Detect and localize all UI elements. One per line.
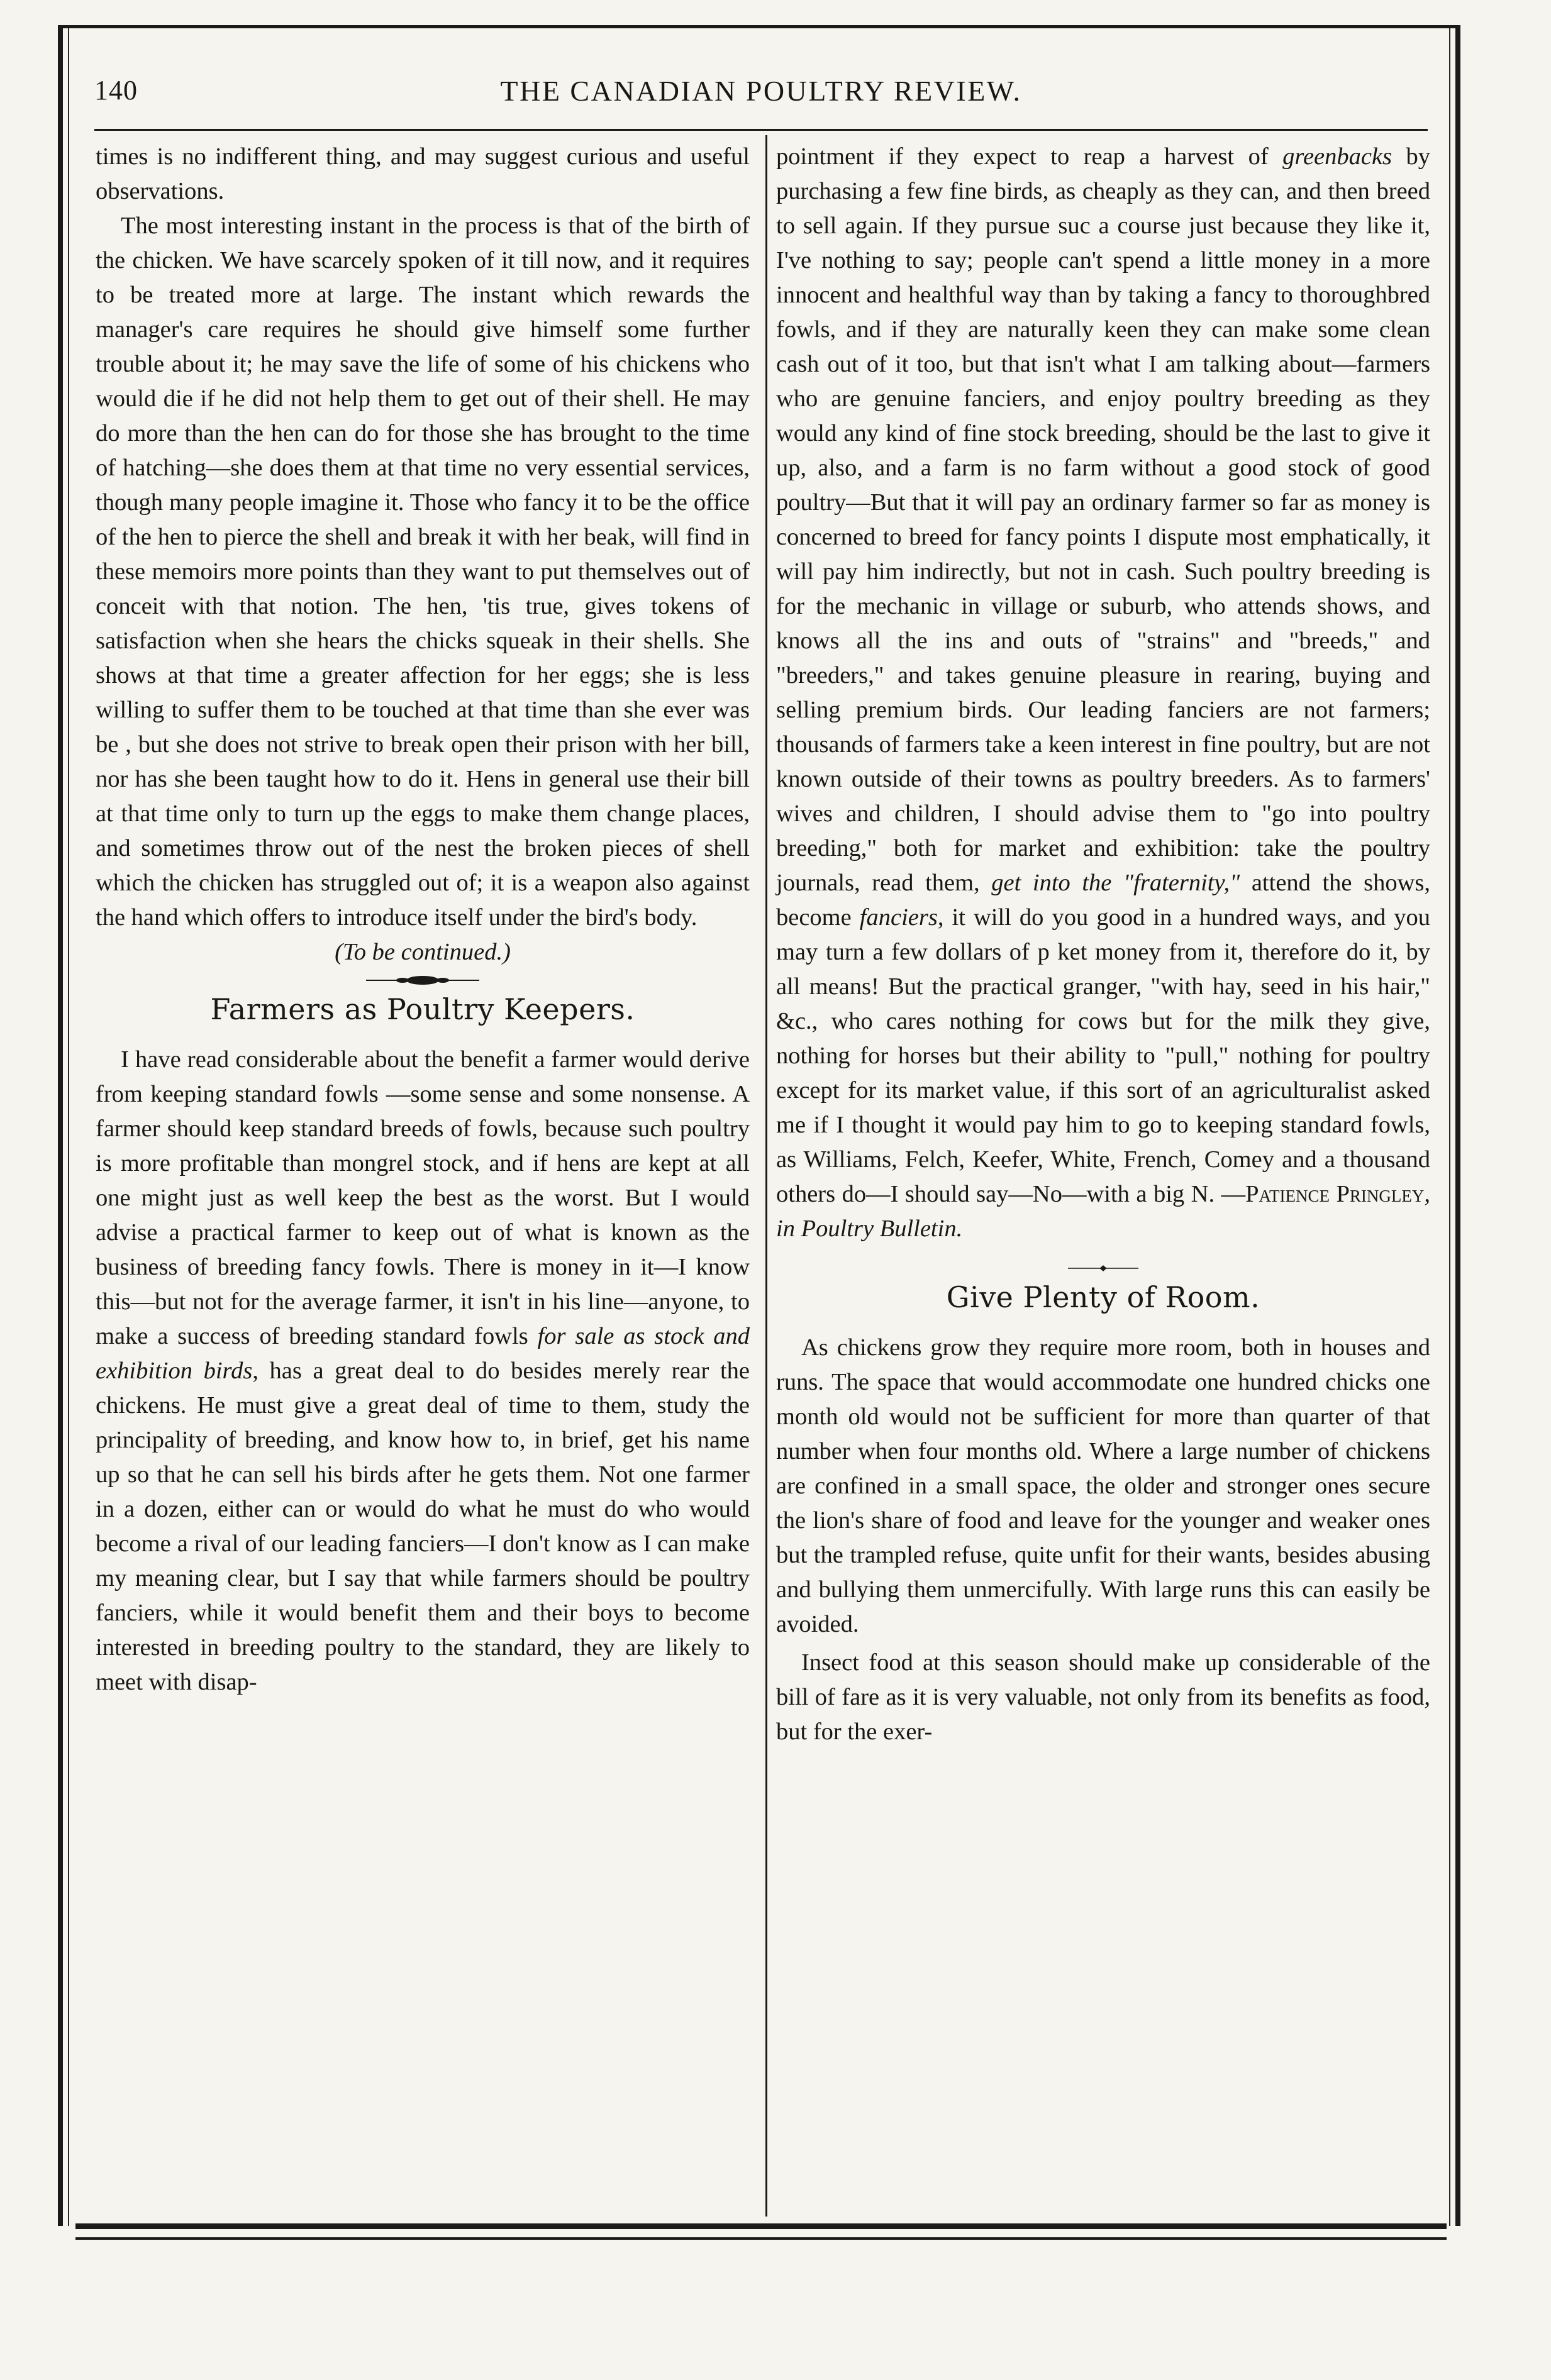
header-rule	[94, 129, 1428, 131]
continued-note: (To be continued.)	[335, 939, 511, 965]
article-italic: for sale as stock and exhibition birds	[96, 1323, 750, 1384]
article-text: attend the shows, become	[776, 870, 1430, 931]
article-title: Give Plenty of Room.	[946, 1280, 1260, 1314]
page-number: 140	[94, 75, 138, 106]
article-text: by purchasing a few fine birds, as cheaply as they can, and then breed to sell again. If they pursue suc a course just because they like it, I've nothing to say; people can't spend a little money in a more innocent and healthful way than by taking a fancy to thoroughbred fowls, and if they are naturally keen they can make some clean cash out of it too, but that isn't what I am talking about—farmers who are genuine fanciers, and enjoy poultry breeding as they would any kind of fine stock breeding, should be the last to give it up, also, and a farm is no farm without a good stock of good poultry—But that it will pay an ordinary farmer so far as money is concerned to breed for fancy points I dispute most emphatically, it will pay him indirectly, but not in cash. Such poultry breeding is for the mechanic in village or suburb, who attends shows, and knows all the ins and outs of "strains" and "breeds," and "breeders," and takes genuine pleasure in rearing, buying and selling premium birds. Our leading fanciers are not farmers; thousands of farmers take a keen interest in fine poultry, but are not known outside of their towns as poultry breeders. As to farmers' wives and children, I should advise them to "go into poultry breeding," both for market and exhibition: take the poultry journals, read them,	[776, 143, 1430, 896]
left-column	[96, 140, 750, 1700]
article-italic: greenbacks	[1282, 143, 1393, 170]
article-italic: fanciers	[859, 904, 938, 931]
continuation-paragraph: The most interesting instant in the process is that of the birth of the chicken. We have scarcely spoken of it till now, and it requires to be treated more at large. The instant which rewards the manager's care requires he should give himself some further trouble about it; he may save the life of some of his chickens who would die if he did not help them to get out of their shell. He may do more than the hen can do for those she has brought to the time of hatching—she does them at that time no very essential services, though many people imagine it. Those who fancy it to be the office of the hen to pierce the shell and break it with her beak, will find in these memoirs more points than they want to put themselves out of conceit with that notion. The hen, 'tis true, gives tokens of satisfaction when she hears the chicks squeak in their shells. She shows at that time a greater affection for her eggs; she is less willing to suffer them to be touched at that time than she ever was be , but she does not strive to break open their prison with her bill, nor has she been taught how to do it. Hens in general use their bill at that time only to turn up the eggs to make them change places, and sometimes throw out of the nest the broken pieces of shell which the chicken has struggled out of; it is a weapon also against the hand which offers to introduce itself under the bird's body.	[96, 213, 750, 931]
signature-name: Patience Pringley	[1245, 1181, 1425, 1207]
column-divider	[765, 135, 767, 2217]
bottom-rule-thin	[75, 2237, 1447, 2240]
continuation-paragraph: times is no indifferent thing, and may suggest curious and useful observations.	[96, 143, 750, 204]
page-header	[94, 69, 1428, 119]
signature-source: , in Poultry Bulletin.	[776, 1181, 1430, 1242]
article-title: Farmers as Poultry Keepers.	[210, 992, 635, 1026]
section-ornament	[1059, 1260, 1147, 1276]
right-column	[776, 140, 1430, 1749]
article-italic: get into the "fraternity,"	[991, 870, 1240, 896]
article-text: , it will do you good in a hundred ways, and you may turn a few dollars of p ket money from it, therefore do it, by all means! But the practical granger, "with hay, seed in his hair," &c., who cares nothing for cows but for the milk they give, nothing for horses but their ability to "pull," nothing for poultry except for its market value, if this sort of an agriculturalist asked me if I thought it would pay him to go to keeping standard fowls, as Williams, Felch, Keefer, White, French, Comey and a thousand others do—I should say—No—with a big N. —	[776, 904, 1430, 1207]
section-ornament	[360, 972, 486, 988]
article-paragraph: As chickens grow they require more room, both in houses and runs. The space that would accommodate one hundred chicks one month old would not be sufficient for more than quarter of that number when four months old. Where a large number of chickens are confined in a small space, the older and stronger ones secure the lion's share of food and leave for the younger and weaker ones but the trampled refuse, quite unfit for their wants, besides abusing and bullying them unmercifully. With large runs this can easily be avoided.	[776, 1334, 1430, 1637]
bottom-rule	[75, 2223, 1447, 2229]
article-text: I have read considerable about the benefit a farmer would derive from keeping standard fowls —some sense and some nonsense. A farmer should keep standard breeds of fowls, because such poultry is more profitable than mongrel stock, and if hens are kept at all one might just as well keep the best as the worst. But I would advise a practical farmer to keep out of what is known as the business of breeding fancy fowls. There is money in it—I know this—but not for the average farmer, it isn't in his line—anyone, to make a success of breeding standard fowls	[96, 1046, 750, 1349]
article-text: , has a great deal to do besides merely rear the chickens. He must give a great deal of time to them, study the principality of breeding, and know how to, in brief, get his name up so that he can sell his birds after he gets them. Not one farmer in a dozen, either can or would do what he must do who would become a rival of our leading fanciers—I don't know as I can make my meaning clear, but I say that while farmers should be poultry fanciers, while it would benefit them and their boys to become interested in breeding poultry to the standard, they are likely to meet with disap-	[96, 1358, 750, 1695]
article-text: pointment if they expect to reap a harvest of	[776, 143, 1283, 170]
article-paragraph: Insect food at this season should make up considerable of the bill of fare as it is very valuable, not only from its benefits as food, but for the exer-	[776, 1649, 1430, 1745]
running-head: THE CANADIAN POULTRY REVIEW.	[500, 75, 1022, 107]
article-paragraph	[96, 1043, 750, 1700]
article-paragraph	[776, 140, 1430, 1246]
